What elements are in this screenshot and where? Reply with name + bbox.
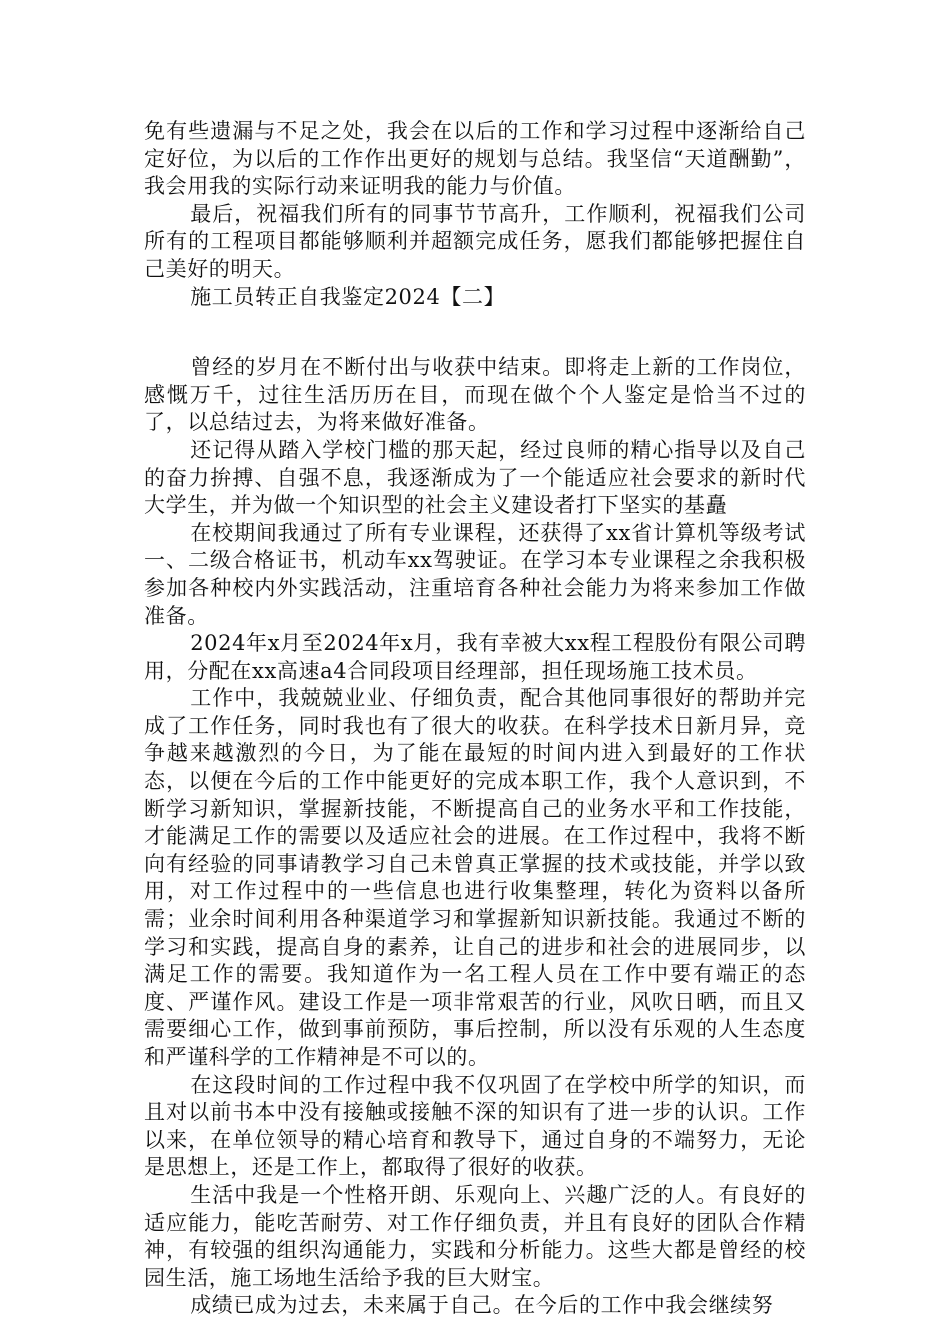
paragraph: 在这段时间的工作过程中我不仅巩固了在学校中所学的知识，而且对以前书本中没有接触或接触不深的知识有了进一步的认识。工作以来，在单位领导的精心培育和教导下，通过自身的不端努力，无论是思想上，还是工作上，都取得了很好的收获。 <box>144 1072 806 1180</box>
section-heading: 施工员转正自我鉴定2024【二】 <box>190 284 506 309</box>
paragraph: 在校期间我通过了所有专业课程，还获得了xx省计算机等级考试一、二级合格证书，机动车xx驾驶证。在学习本专业课程之余我积极参加各种校内外实践活动，注重培育各种社会能力为将来参加工作做准备。 <box>144 520 806 628</box>
paragraph: 2024年x月至2024年x月，我有幸被大xx程工程股份有限公司聘用，分配在xx高速a4合同段项目经理部，担任现场施工技术员。 <box>144 631 806 683</box>
paragraph: 工作中，我兢兢业业、仔细负责，配合其他同事很好的帮助并完成了工作任务，同时我也有了很大的收获。在科学技术日新月异，竞争越来越激烈的今日，为了能在最短的时间内进入到最好的工作状态，以便在今后的工作中能更好的完成本职工作，我个人意识到，不断学习新知识，掌握新技能，不断提高自己的业务水平和工作技能，才能满足工作的需要以及适应社会的进展。在工作过程中，我将不断向有经验的同事请教学习自己未曾真正掌握的技术或技能，并学以致用，对工作过程中的一些信息也进行收集整理，转化为资料以备所需；业余时间利用各种渠道学习和掌握新知识新技能。我通过不断的学习和实践，提高自身的素养，让自己的进步和社会的进展同步，以满足工作的需要。我知道作为一名工程人员在工作中要有端正的态度、严谨作风。建设工作是一项非常艰苦的行业，风吹日晒，而且又需要细心工作，做到事前预防，事后控制，所以没有乐观的人生态度和严谨科学的工作精神是不可以的。 <box>144 686 806 1069</box>
paragraph: 最后，祝福我们所有的同事节节高升，工作顺利，祝福我们公司所有的工程项目都能够顺利并超额完成任务，愿我们都能够把握住自己美好的明天。 <box>144 201 806 281</box>
document-body <box>144 118 806 1320</box>
paragraph: 曾经的岁月在不断付出与收获中结束。即将走上新的工作岗位，感慨万千，过往生活历历在目，而现在做个个人鉴定是恰当不过的了，以总结过去，为将来做好准备。 <box>144 355 806 435</box>
paragraph: 成绩已成为过去，未来属于自己。在今后的工作中我会继续努 <box>190 1293 774 1318</box>
paragraph: 生活中我是一个性格开朗、乐观向上、兴趣广泛的人。有良好的适应能力，能吃苦耐劳、对工作仔细负责，并且有良好的团队合作精神，有较强的组织沟通能力，实践和分析能力。这些大都是曾经的校园生活，施工场地生活给予我的巨大财宝。 <box>144 1182 806 1290</box>
paragraph: 还记得从踏入学校门槛的那天起，经过良师的精心指导以及自己的奋力拚搏、自强不息，我逐渐成为了一个能适应社会要求的新时代大学生，并为做一个知识型的社会主义建设者打下坚实的基矗 <box>144 437 806 518</box>
paragraph: 免有些遗漏与不足之处，我会在以后的工作和学习过程中逐渐给自己定好位，为以后的工作作出更好的规划与总结。我坚信“天道酬勤”，我会用我的实际行动来证明我的能力与价值。 <box>144 119 806 199</box>
